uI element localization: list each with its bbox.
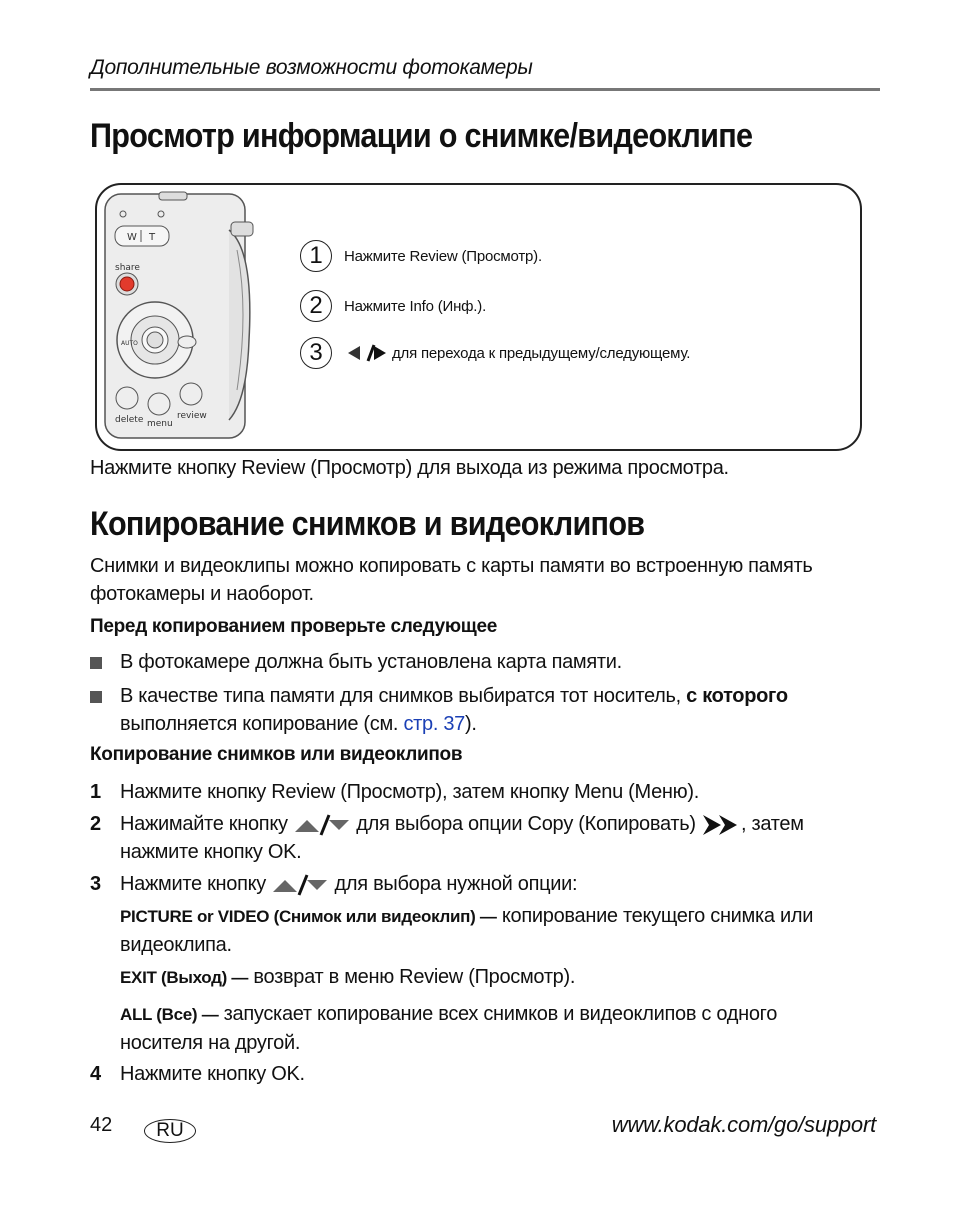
camera-delete-label: delete	[115, 415, 144, 425]
running-header: Дополнительные возможности фотокамеры	[90, 56, 533, 79]
camera-review-label: review	[177, 411, 207, 421]
bullet2-bold: с которого	[686, 685, 788, 707]
figure-step-1	[300, 237, 542, 275]
step-number: 3	[90, 873, 101, 895]
bullet-text	[120, 682, 860, 738]
page-37-link[interactable]: стр. 37	[403, 713, 465, 735]
camera-share-label: share	[115, 263, 140, 273]
figure-step-2	[300, 287, 486, 325]
camera-t-label: T	[149, 232, 156, 243]
step-number-circle: 1	[300, 240, 332, 272]
square-bullet-icon	[90, 657, 102, 669]
option-text-line2: видеоклипа.	[120, 934, 232, 956]
section-title-copy: Копирование снимков и видеоклипов	[90, 505, 645, 543]
check-heading: Перед копированием проверьте следующее	[90, 616, 498, 637]
camera-menu-label: menu	[147, 419, 173, 429]
bullet-text: В фотокамере должна быть установлена карта памяти.	[120, 651, 622, 673]
bullet2-line2-end: ).	[464, 713, 477, 735]
copy-step-4	[90, 1060, 870, 1088]
step-number: 4	[90, 1063, 101, 1085]
page-number: 42	[90, 1114, 113, 1136]
figure-step-text: для перехода к предыдущему/следующему.	[392, 344, 691, 362]
option-text: запускает копирование всех снимков и видеоклипов с одного	[218, 1003, 778, 1025]
bullet-item-1	[90, 648, 860, 676]
step-text	[120, 870, 870, 898]
figure-step-text: Нажмите Info (Инф.).	[344, 297, 487, 315]
step-number: 2	[90, 813, 101, 835]
language-badge: RU	[144, 1119, 196, 1143]
up-down-arrows-icon	[271, 874, 329, 896]
support-url[interactable]: www.kodak.com/go/support	[611, 1112, 876, 1137]
option-exit	[120, 963, 870, 992]
option-label: PICTURE or VIDEO (Снимок или видеоклип) —	[120, 907, 497, 926]
step2-text-mid: для выбора опции Copy (Копировать)	[356, 813, 696, 835]
intro-line-2: фотокамеры и наоборот.	[90, 583, 314, 605]
figure-step-3	[300, 334, 690, 372]
option-picture-video	[120, 902, 870, 959]
camera-auto-label: AUTO	[121, 340, 138, 347]
section-title-view-info: Просмотр информации о снимке/видеоклипе	[90, 117, 753, 155]
up-down-arrows-icon	[293, 814, 351, 836]
option-text: возврат в меню Review (Просмотр).	[248, 966, 576, 988]
figure-step-text: Нажмите Review (Просмотр).	[344, 247, 542, 265]
camera-back-illustration	[99, 190, 269, 440]
copy-step-3	[90, 870, 870, 898]
left-right-arrows-icon	[346, 343, 386, 363]
option-text: копирование текущего снимка или	[496, 905, 814, 927]
option-label: ALL (Все) —	[120, 1005, 219, 1024]
share-button-icon	[120, 277, 134, 291]
bullet-item-2	[90, 682, 860, 738]
double-right-arrow-icon	[701, 813, 741, 837]
intro-paragraph	[90, 552, 870, 608]
copy-step-1	[90, 778, 870, 806]
step3-text-start: Нажмите кнопку	[120, 873, 267, 895]
camera-w-label: W	[127, 232, 137, 243]
intro-line-1: Снимки и видеоклипы можно копировать с карты памяти во встроенную память	[90, 555, 813, 577]
bullet2-text-start: В качестве типа памяти для снимков выбиратся тот носитель,	[120, 685, 687, 707]
step2-line2: нажмите кнопку OK.	[120, 841, 302, 863]
step-text: Нажмите кнопку OK.	[120, 1063, 305, 1085]
step-number-circle: 3	[300, 337, 332, 369]
header-rule	[90, 88, 880, 91]
square-bullet-icon	[90, 691, 102, 703]
copy-heading: Копирование снимков или видеоклипов	[90, 744, 463, 765]
option-label: EXIT (Выход) —	[120, 968, 249, 987]
option-text-line2: носителя на другой.	[120, 1032, 301, 1054]
step-number: 1	[90, 781, 101, 803]
step-number-circle: 2	[300, 290, 332, 322]
exit-review-text: Нажмите кнопку Review (Просмотр) для выхода из режима просмотра.	[90, 457, 729, 479]
step3-text-end: для выбора нужной опции:	[334, 873, 578, 895]
step2-text-start: Нажимайте кнопку	[120, 813, 288, 835]
step-text	[120, 810, 870, 866]
copy-step-2	[90, 810, 870, 866]
bullet2-line2: выполняется копирование (см.	[120, 713, 404, 735]
step-text: Нажмите кнопку Review (Просмотр), затем кнопку Menu (Меню).	[120, 781, 699, 803]
option-all	[120, 1000, 870, 1057]
step2-text-end: , затем	[740, 813, 804, 835]
